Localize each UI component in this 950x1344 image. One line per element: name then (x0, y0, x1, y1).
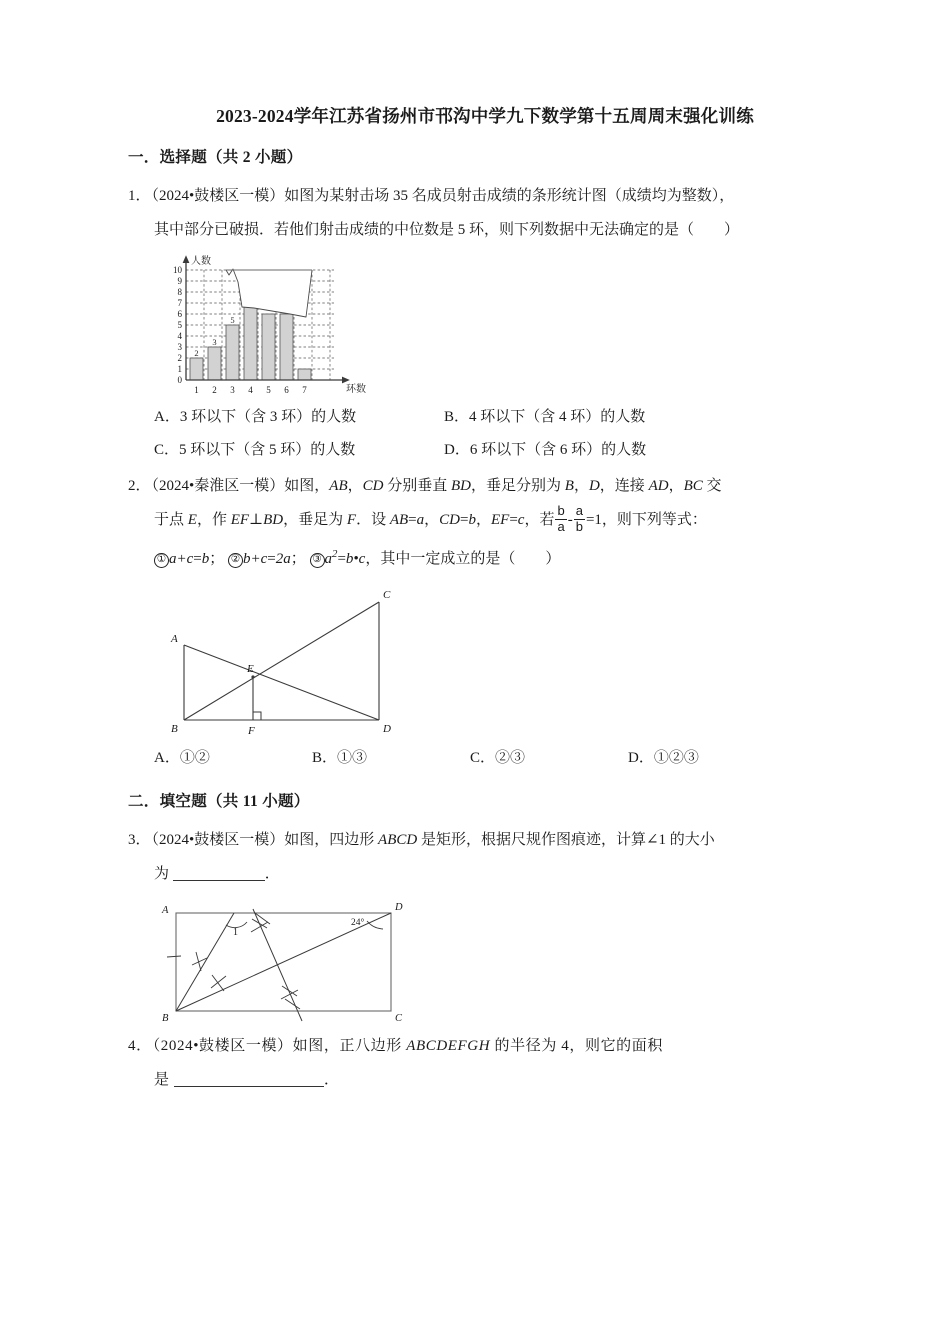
question-4-answer-blank[interactable] (174, 1086, 324, 1087)
svg-text:6: 6 (177, 308, 182, 319)
q2l2-ef: EF (230, 511, 250, 528)
question-4-line-2 (128, 1063, 828, 1097)
question-1-option-c[interactable]: C．5 环以下（含 5 环）的人数 (154, 441, 356, 458)
question-1-options-row-2 (154, 434, 828, 467)
q2l2-cd: CD (439, 511, 460, 528)
svg-text:2: 2 (194, 347, 199, 358)
question-1-options (128, 401, 828, 467)
perpendicular-bisector-line (253, 909, 302, 1021)
q2l2-c: c (517, 511, 525, 528)
q2-d: D (588, 477, 600, 494)
label-E: E (247, 662, 254, 675)
svg-text:5: 5 (230, 314, 235, 325)
segment-BC (184, 602, 379, 720)
question-4 (128, 1029, 828, 1097)
question-1-option-a[interactable]: A．3 环以下（含 3 环）的人数 (154, 408, 357, 425)
svg-text:7: 7 (177, 297, 182, 308)
question-3-answer-blank[interactable] (173, 880, 265, 881)
q2-expr1-post: b (201, 550, 210, 567)
chart-x-axis-title: 环数 (346, 383, 366, 395)
bar-3 (226, 325, 239, 380)
question-1-bar-chart (154, 251, 828, 399)
q2-ad: AD (648, 477, 669, 494)
question-2 (128, 469, 828, 775)
question-1-option-b[interactable]: B．4 环以下（含 4 环）的人数 (444, 408, 646, 425)
q2l2-bd: BD (263, 511, 284, 528)
question-4-number: 4． (128, 1037, 152, 1054)
q2l2-t3: ，垂足为 (283, 511, 347, 528)
q2l2-c2: ， (475, 511, 491, 528)
q2l2-eq2: = (460, 511, 469, 528)
q2-t4: ，连接 (599, 477, 649, 494)
bar-chart-svg (154, 251, 404, 399)
q2-s3: ， (668, 477, 684, 494)
svg-text:5: 5 (266, 384, 271, 395)
q2-b: B (564, 477, 574, 494)
bar-1 (190, 358, 203, 380)
question-2-option-d[interactable]: D．①②③ (628, 749, 699, 766)
q2l2-tail: =1，则下列等式： (585, 511, 707, 528)
q2-expr3-post: b•c (345, 550, 366, 567)
perp-symbol: ⊥ (249, 511, 264, 528)
page-content (128, 104, 828, 1099)
q2l2-c3: ，若 (524, 511, 555, 528)
q2l2-ef2: EF (490, 511, 510, 528)
label-B: B (162, 1012, 169, 1024)
circled-1: ① (154, 553, 169, 568)
q2l2-c1: ， (424, 511, 440, 528)
bar-5 (262, 314, 275, 380)
bar-7 (298, 369, 311, 380)
question-2-option-c[interactable]: C．②③ (470, 749, 526, 766)
label-B: B (171, 722, 178, 735)
q2-expr1-pre: a+c (169, 550, 194, 567)
q2-expr3-sep: ， (365, 550, 381, 567)
question-2-number: 2． (128, 477, 151, 494)
bar-6 (280, 314, 293, 380)
tick-diag-1b (212, 975, 224, 991)
q2-t3: ，垂足分别为 (471, 477, 565, 494)
question-2-option-a[interactable]: A．①② (154, 749, 210, 766)
circled-2: ② (228, 553, 243, 568)
svg-text:4: 4 (248, 384, 253, 395)
question-1-options-row-1 (154, 401, 828, 434)
question-4-source: （2024•鼓楼区一模） (152, 1037, 293, 1054)
question-2-line-3 (128, 537, 828, 576)
q2l2-eq3: = (509, 511, 518, 528)
label-F: F (248, 724, 255, 737)
q2l2-t4: ．设 (356, 511, 390, 528)
ray-B-to-top (176, 913, 234, 1011)
question-3-geometry-figure (154, 895, 828, 1027)
question-4-body (128, 1029, 828, 1097)
section-header-fill-blank: 二．填空题（共 11 小题） (128, 792, 310, 810)
svg-text:3: 3 (177, 341, 182, 352)
question-3 (128, 823, 828, 1027)
q2l2-a: a (416, 511, 425, 528)
chart-y-axis-title: 人数 (191, 255, 211, 267)
q2-labels (170, 589, 391, 737)
question-2-line-2 (128, 503, 828, 537)
question-1-source: （2024•鼓楼区一模） (151, 187, 285, 204)
question-1-option-d[interactable]: D．6 环以下（含 6 环）的人数 (444, 441, 647, 458)
q2l2-t2: ，作 (196, 511, 231, 528)
minus-symbol: - (567, 511, 573, 528)
question-1-line-1 (128, 179, 828, 213)
segment-AD (184, 645, 379, 720)
frac2-denominator: b (575, 518, 583, 534)
question-2-options-row (154, 742, 828, 775)
question-3-line-2 (128, 857, 828, 891)
q2-expr2-sep: ； (290, 550, 306, 567)
frac1-denominator: a (557, 518, 565, 534)
svg-text:2: 2 (212, 384, 217, 395)
q4l2-pre: 是 (154, 1071, 170, 1088)
question-1-body (128, 179, 828, 247)
q2-expr3-sup: 2 (332, 547, 338, 560)
question-3-line-1 (128, 823, 828, 857)
q2-expr1-sep: ； (209, 550, 225, 567)
question-3-body (128, 823, 828, 891)
svg-text:9: 9 (177, 275, 182, 286)
svg-text:4: 4 (177, 330, 182, 341)
question-2-options (128, 742, 828, 775)
q2l2-ab: AB (389, 511, 409, 528)
fraction-b-over-a (555, 504, 566, 534)
question-1 (128, 179, 828, 467)
label-D: D (383, 722, 391, 735)
q3-tail: 是矩形，根据尺规作图痕迹，计算∠1 的大小 (417, 831, 715, 848)
q3l2-post: ． (264, 865, 280, 882)
label-A: A (171, 632, 178, 645)
fraction-a-over-b (574, 504, 585, 534)
section-header-choice: 一．选择题（共 2 小题） (128, 148, 303, 166)
q2l2-f: F (346, 511, 357, 528)
svg-text:3: 3 (230, 384, 235, 395)
label-A: A (162, 904, 169, 916)
q3-abcd: ABCD (378, 831, 418, 848)
q2-s1: ， (347, 477, 363, 494)
q3l2-pre: 为 (154, 865, 170, 882)
q2-expr3-eq: = (337, 550, 346, 567)
q4-polygon: ABCDEFGH (406, 1037, 491, 1054)
q2l2-t1: 于点 (154, 511, 188, 528)
q2-t1: 如图， (284, 477, 330, 494)
svg-text:8: 8 (177, 286, 182, 297)
q2l2-b: b (468, 511, 476, 528)
svg-text:10: 10 (173, 264, 182, 275)
q2-expr3-pre: a (324, 550, 333, 567)
q2-cd: CD (362, 477, 384, 494)
point-E-dot (251, 675, 254, 678)
geometry-svg-q2 (154, 580, 444, 740)
svg-text:1: 1 (177, 363, 182, 374)
angle-24-label: 24° (351, 917, 365, 928)
frac1-numerator: b (557, 503, 565, 519)
label-C: C (383, 588, 391, 601)
q4-t1: 如图，正八边形 (292, 1037, 407, 1054)
question-1-line-2: 其中部分已破损．若他们射击成绩的中位数是 5 环，则下列数据中无法确定的是（ ） (154, 221, 740, 238)
page-title: 2023-2024学年江苏省扬州市邗沟中学九下数学第十五周周末强化训练 (216, 106, 754, 126)
frac2-numerator: a (575, 503, 583, 519)
chart-damaged-region (226, 269, 312, 317)
svg-text:7: 7 (302, 384, 307, 395)
svg-text:2: 2 (177, 352, 182, 363)
question-3-source: （2024•鼓楼区一模） (151, 831, 285, 848)
q2l2-e: E (187, 511, 197, 528)
question-2-line-1 (128, 469, 828, 503)
tick-diag-1a (211, 976, 226, 988)
q3-t1: 如图，四边形 (284, 831, 379, 848)
bar-4 (244, 303, 257, 380)
q2-bc: BC (683, 477, 703, 494)
label-D: D (395, 901, 403, 913)
circled-3: ③ (310, 553, 325, 568)
q2-s2: ， (573, 477, 589, 494)
question-1-text: 如图为某射击场 35 名成员射击成绩的条形统计图（成绩均为整数）， (284, 187, 735, 204)
right-angle-mark-F (253, 712, 261, 720)
q2-expr2-post: 2a (275, 550, 291, 567)
question-2-body (128, 469, 828, 576)
question-2-source: （2024•秦淮区一模） (151, 477, 285, 494)
question-4-line-1 (128, 1029, 828, 1063)
q4-tail: 的半径为 4，则它的面积 (490, 1037, 663, 1054)
angle-24-arc (367, 921, 383, 929)
chart-x-tick-labels (194, 385, 307, 395)
q2l3-tail: 其中一定成立的是（ ） (380, 550, 561, 567)
question-3-number: 3． (128, 831, 151, 848)
q2-expr2-eq: = (267, 550, 276, 567)
q2-lines (184, 602, 379, 720)
q2-t5: 交 (702, 477, 722, 494)
svg-text:6: 6 (284, 384, 289, 395)
question-2-option-b[interactable]: B．①③ (312, 749, 368, 766)
q2-expr1-eq: = (193, 550, 202, 567)
chart-y-tick-labels (173, 265, 183, 385)
label-C: C (395, 1012, 403, 1024)
svg-text:1: 1 (194, 384, 199, 395)
geometry-svg-q3 (154, 895, 449, 1027)
q2l2-eq1: = (408, 511, 417, 528)
q2-expr2-pre: b+c (243, 550, 268, 567)
question-1-number: 1． (128, 187, 151, 204)
q2-t2: 分别垂直 (383, 477, 451, 494)
svg-text:0: 0 (177, 374, 182, 385)
angle-1-label: 1 (233, 926, 238, 938)
q2-bd: BD (451, 477, 471, 494)
q4l2-post: ． (323, 1071, 340, 1088)
q2-ab: AB (329, 477, 348, 494)
tick-on-AB (167, 956, 181, 957)
question-2-geometry-figure (154, 580, 828, 740)
svg-text:5: 5 (177, 319, 182, 330)
svg-text:3: 3 (212, 336, 217, 347)
bar-2 (208, 347, 221, 380)
